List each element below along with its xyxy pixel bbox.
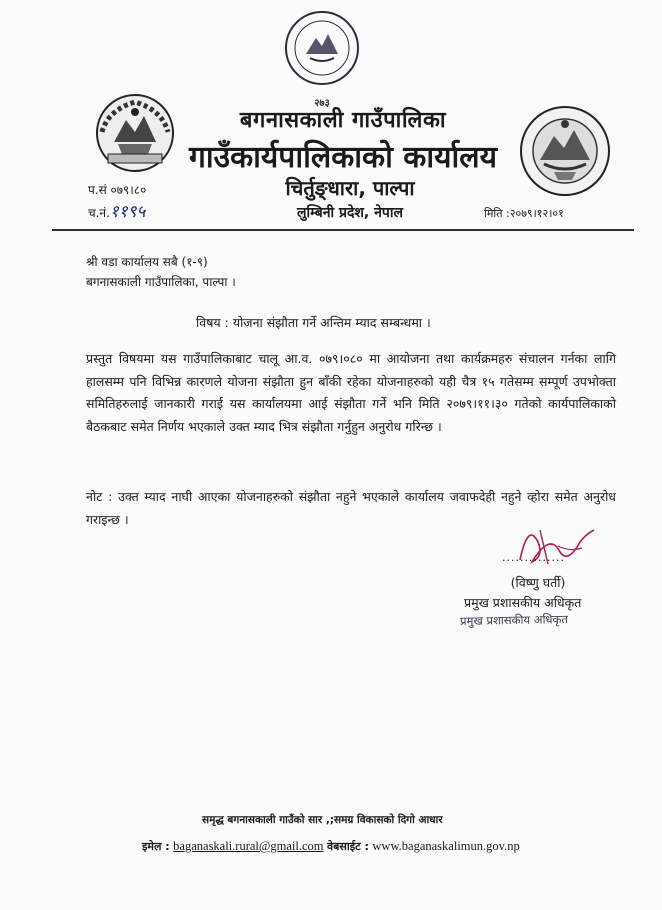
dispatch-label: च.नं. [88,206,110,220]
signature-line: .............. [502,551,565,564]
address-line2: लुम्बिनी प्रदेश, नेपाल [297,205,403,221]
reference-number: प.सं ०७९।८० [88,183,147,197]
letter-date: मिति :२०७९।१२।०१ [484,207,564,220]
email-label: इमेल : [142,840,170,853]
org-name: बगनासकाली गाउँपालिका [239,108,447,133]
address-line1: चिर्तुङ्धारा, पाल्पा [285,176,415,200]
stamp-number: २७३ [314,98,330,109]
footer-contact [142,839,520,854]
recipient-line1: श्री वडा कार्यालय सबै (१-९) [86,255,208,269]
website-link[interactable]: www.baganaskalimun.gov.np [372,839,520,853]
recipient-line2: बगनासकाली गाउँपालिका, पाल्पा । [86,275,236,289]
signatory-title-stamp: प्रमुख प्रशासकीय अधिकृत [459,612,569,628]
signatory-title: प्रमुख प्रशासकीय अधिकृत [464,595,582,610]
email-link[interactable]: baganaskali.rural@gmail.com [173,839,324,853]
signatory-name: (विष्णु घर्ती) [510,575,566,590]
office-round-stamp [272,6,372,110]
dispatch-number [88,199,145,222]
header-divider [52,229,634,231]
footer-slogan: समृद्ध बगनासकाली गाउँको सार ,;समग्र विकासको दिगो आधार [202,814,443,826]
nepal-emblem-icon [94,92,176,174]
office-name: गाउँकार्यपालिकाको कार्यालय [188,140,497,175]
letter-subject: विषय : योजना संझौता गर्ने अन्तिम म्याद सम्बन्धमा । [196,315,431,330]
letter-note: नोट : उक्त म्याद नाघी आएका योजनाहरुको संझौता नहुने भएकाले कार्यालय जवाफदेही नहुने व्होरा समेत अनुरोध गराइन्छ । [86,489,616,527]
letter-body-paragraph: प्रस्तुत विषयमा यस गाउँपालिकाबाट चालू आ.व. ०७९।०८० मा आयोजना तथा कार्यक्रमहरु संचालन गर्नका लागि हालसम्म पनि विभिन्न कारणले योजना संझौता हुन बाँकी रहेका योजनाहरुको यही चैत्र १५ गतेसम्म सम्पूर्ण उपभोक्ता समितिहरुलाई जानकारी गराई यस कार्यालयमा आई संझौता गर्ने भनि मिति २०७९।११।३० गतेको कार्यपालिकाको बैठकबाट समेत निर्णय भएकाले उक्त म्याद भित्र संझौता गर्नुहुन अनुरोध गरिन्छ । [86,351,616,434]
municipality-logo-icon [518,104,612,198]
dispatch-handwritten-number: ११९५ [109,202,146,222]
website-label: वेबसाईट : [327,840,369,853]
